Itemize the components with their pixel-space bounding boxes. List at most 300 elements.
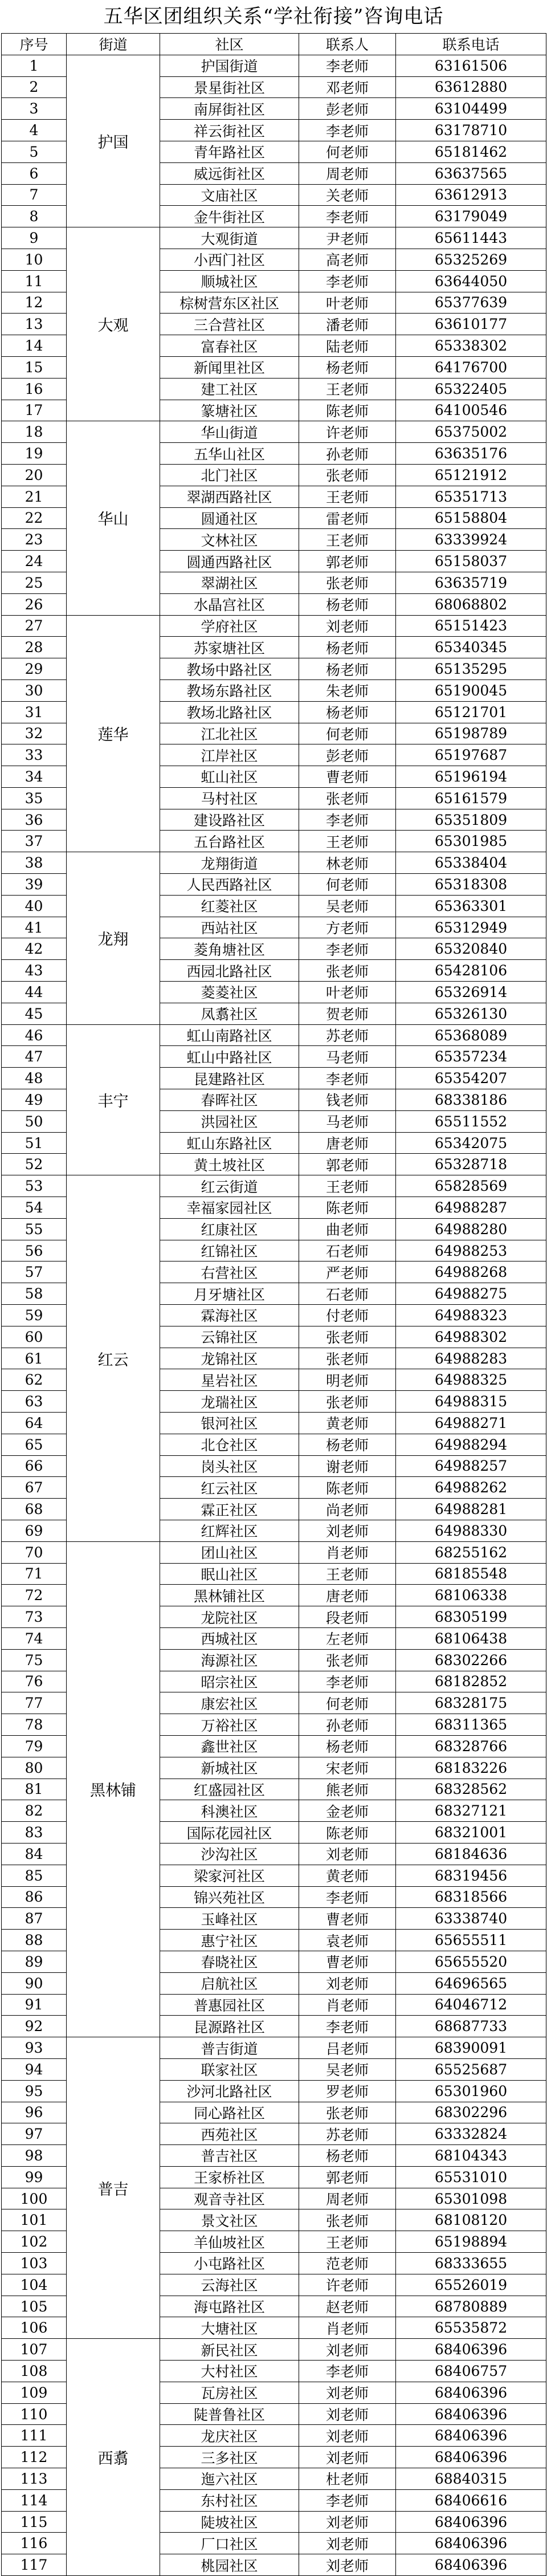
phone-cell: 65190045 [396, 679, 546, 701]
community-cell: 科澳社区 [160, 1800, 299, 1822]
row-index: 117 [2, 2554, 67, 2576]
phone-cell: 65368089 [396, 1024, 546, 1046]
contact-cell: 刘老师 [299, 2554, 396, 2576]
contact-cell: 陈老师 [299, 1822, 396, 1844]
phone-cell: 64696565 [396, 1972, 546, 1994]
contact-cell: 雷老师 [299, 507, 396, 529]
community-cell: 凤翥社区 [160, 1003, 299, 1024]
community-cell: 北仓社区 [160, 1434, 299, 1455]
community-cell: 普吉社区 [160, 2145, 299, 2167]
phone-cell: 64988253 [396, 1240, 546, 1261]
contact-cell: 许老师 [299, 2274, 396, 2296]
phone-cell: 64988268 [396, 1261, 546, 1283]
row-index: 46 [2, 1024, 67, 1046]
row-index: 115 [2, 2511, 67, 2533]
community-cell: 黑林铺社区 [160, 1585, 299, 1606]
phone-cell: 64988262 [396, 1477, 546, 1499]
phone-cell: 68328562 [396, 1779, 546, 1800]
row-index: 80 [2, 1757, 67, 1779]
community-cell: 云锦社区 [160, 1326, 299, 1348]
phone-cell: 68106438 [396, 1627, 546, 1649]
community-cell: 红云社区 [160, 1477, 299, 1499]
row-index: 52 [2, 1154, 67, 1175]
street-cell: 龙翔 [67, 852, 160, 1024]
header-contact: 联系人 [299, 34, 396, 55]
contact-cell: 李老师 [299, 1068, 396, 1089]
community-cell: 迤六社区 [160, 2468, 299, 2490]
phone-cell: 64100546 [396, 400, 546, 421]
phone-cell: 63610177 [396, 314, 546, 335]
community-cell: 沙河北路社区 [160, 2080, 299, 2102]
row-index: 96 [2, 2102, 67, 2123]
row-index: 83 [2, 1822, 67, 1844]
phone-cell: 64988281 [396, 1499, 546, 1520]
header-index: 序号 [2, 34, 67, 55]
contact-cell: 马老师 [299, 1110, 396, 1132]
contact-cell: 李老师 [299, 938, 396, 960]
contact-cell: 袁老师 [299, 1930, 396, 1951]
phone-cell: 63635719 [396, 572, 546, 593]
row-index: 40 [2, 895, 67, 917]
contact-cell: 杨老师 [299, 2145, 396, 2167]
contact-cell: 段老师 [299, 1606, 396, 1628]
phone-cell: 65301098 [396, 2188, 546, 2209]
phone-cell: 68182852 [396, 1671, 546, 1692]
phone-cell: 65531010 [396, 2166, 546, 2188]
phone-cell: 65158804 [396, 507, 546, 529]
community-cell: 右营社区 [160, 1261, 299, 1283]
table-row [2, 55, 546, 76]
contact-cell: 陆老师 [299, 335, 396, 357]
row-index: 101 [2, 2209, 67, 2231]
contact-cell: 林老师 [299, 852, 396, 874]
row-index: 99 [2, 2166, 67, 2188]
row-index: 93 [2, 2037, 67, 2059]
contact-cell: 曲老师 [299, 1218, 396, 1240]
community-cell: 陡普鲁社区 [160, 2403, 299, 2425]
community-cell: 大塘社区 [160, 2317, 299, 2339]
contact-cell: 杜老师 [299, 2468, 396, 2490]
row-index: 111 [2, 2425, 67, 2447]
row-index: 106 [2, 2317, 67, 2339]
row-index: 43 [2, 960, 67, 982]
contact-cell: 李老师 [299, 2361, 396, 2382]
contact-cell: 贺老师 [299, 1003, 396, 1024]
community-cell: 富春社区 [160, 335, 299, 357]
table-row [2, 2037, 546, 2059]
row-index: 113 [2, 2468, 67, 2490]
contact-cell: 罗老师 [299, 2080, 396, 2102]
contact-cell: 许老师 [299, 421, 396, 443]
community-cell: 西站社区 [160, 917, 299, 938]
community-cell: 红康社区 [160, 1218, 299, 1240]
phone-cell: 65151423 [396, 615, 546, 637]
row-index: 45 [2, 1003, 67, 1024]
community-cell: 华山街道 [160, 421, 299, 443]
phone-cell: 65351713 [396, 486, 546, 507]
community-cell: 顺城社区 [160, 270, 299, 292]
row-index: 25 [2, 572, 67, 593]
row-index: 35 [2, 787, 67, 809]
contact-cell: 李老师 [299, 809, 396, 831]
contact-cell: 郭老师 [299, 551, 396, 572]
row-index: 42 [2, 938, 67, 960]
row-index: 10 [2, 249, 67, 270]
row-index: 107 [2, 2339, 67, 2361]
street-cell: 丰宁 [67, 1024, 160, 1175]
community-cell: 圆通西路社区 [160, 551, 299, 572]
contact-cell: 宋老师 [299, 1757, 396, 1779]
row-index: 53 [2, 1175, 67, 1197]
row-index: 12 [2, 292, 67, 314]
phone-cell: 65340345 [396, 637, 546, 658]
row-index: 68 [2, 1499, 67, 1520]
row-index: 82 [2, 1800, 67, 1822]
row-index: 23 [2, 529, 67, 551]
phone-cell: 64988287 [396, 1197, 546, 1219]
phone-cell: 65377639 [396, 292, 546, 314]
phone-cell: 65338302 [396, 335, 546, 357]
contact-cell: 叶老师 [299, 982, 396, 1003]
header-community: 社区 [160, 34, 299, 55]
community-cell: 洪园社区 [160, 1110, 299, 1132]
contact-cell: 杨老师 [299, 1434, 396, 1455]
phone-cell: 68185548 [396, 1563, 546, 1585]
contact-cell: 王老师 [299, 529, 396, 551]
phone-cell: 65328718 [396, 1154, 546, 1175]
community-cell: 新闻里社区 [160, 356, 299, 378]
community-cell: 惠宁社区 [160, 1930, 299, 1951]
community-cell: 菱菱社区 [160, 982, 299, 1003]
contact-cell: 唐老师 [299, 1132, 396, 1154]
phone-cell: 68106338 [396, 1585, 546, 1606]
community-cell: 景星街社区 [160, 76, 299, 98]
contact-cell: 叶老师 [299, 292, 396, 314]
phone-cell: 65135295 [396, 658, 546, 680]
row-index: 8 [2, 206, 67, 227]
contact-cell: 左老师 [299, 1627, 396, 1649]
phone-cell: 68311365 [396, 1714, 546, 1736]
phone-cell: 65158037 [396, 551, 546, 572]
community-cell: 沙沟社区 [160, 1843, 299, 1865]
phone-cell: 68184636 [396, 1843, 546, 1865]
page-title: 五华区团组织关系“学社衔接”咨询电话 [103, 5, 444, 28]
phone-cell: 64176700 [396, 356, 546, 378]
contact-cell: 金老师 [299, 1800, 396, 1822]
contact-cell: 陈老师 [299, 1197, 396, 1219]
contact-cell: 唐老师 [299, 1585, 396, 1606]
contact-table [1, 33, 546, 2576]
contact-cell: 明老师 [299, 1369, 396, 1391]
row-index: 86 [2, 1886, 67, 1908]
phone-cell: 64988271 [396, 1413, 546, 1434]
community-cell: 棕树营东区社区 [160, 292, 299, 314]
row-index: 87 [2, 1908, 67, 1930]
phone-cell: 65655511 [396, 1930, 546, 1951]
row-index: 85 [2, 1865, 67, 1886]
contact-cell: 李老师 [299, 2016, 396, 2037]
phone-cell: 63644050 [396, 270, 546, 292]
community-cell: 龙瑞社区 [160, 1391, 299, 1413]
phone-cell: 68687733 [396, 2016, 546, 2037]
community-cell: 景文社区 [160, 2209, 299, 2231]
community-cell: 三合营社区 [160, 314, 299, 335]
community-cell: 岗头社区 [160, 1455, 299, 1477]
phone-cell: 65196194 [396, 766, 546, 788]
community-cell: 昆建路社区 [160, 1068, 299, 1089]
row-index: 13 [2, 314, 67, 335]
phone-cell: 68406616 [396, 2489, 546, 2511]
phone-cell: 65121912 [396, 464, 546, 486]
contact-cell: 王老师 [299, 378, 396, 400]
community-cell: 水晶宫社区 [160, 593, 299, 615]
community-cell: 普惠园社区 [160, 1994, 299, 2016]
community-cell: 霖海社区 [160, 1305, 299, 1326]
row-index: 33 [2, 744, 67, 766]
row-index: 1 [2, 55, 67, 76]
row-index: 4 [2, 120, 67, 141]
community-cell: 文林社区 [160, 529, 299, 551]
contact-cell: 石老师 [299, 1240, 396, 1261]
contact-cell: 邓老师 [299, 76, 396, 98]
contact-cell: 李老师 [299, 1671, 396, 1692]
community-cell: 五台路社区 [160, 831, 299, 852]
community-cell: 东村社区 [160, 2489, 299, 2511]
community-cell: 祥云街社区 [160, 120, 299, 141]
phone-cell: 64988275 [396, 1283, 546, 1305]
phone-cell: 68390091 [396, 2037, 546, 2059]
row-index: 9 [2, 227, 67, 249]
row-index: 95 [2, 2080, 67, 2102]
contact-cell: 肖老师 [299, 2317, 396, 2339]
community-cell: 龙翔街道 [160, 852, 299, 874]
contact-cell: 杨老师 [299, 658, 396, 680]
street-cell: 西翥 [67, 2339, 160, 2576]
contact-cell: 李老师 [299, 2489, 396, 2511]
contact-cell: 赵老师 [299, 2296, 396, 2317]
row-index: 61 [2, 1348, 67, 1369]
community-cell: 西城社区 [160, 1627, 299, 1649]
community-cell: 南屏街社区 [160, 98, 299, 120]
row-index: 59 [2, 1305, 67, 1326]
contact-cell: 刘老师 [299, 1843, 396, 1865]
contact-cell: 张老师 [299, 1326, 396, 1348]
table-row [2, 1024, 546, 1046]
row-index: 5 [2, 141, 67, 162]
community-cell: 羊仙坡社区 [160, 2231, 299, 2253]
community-cell: 文庙社区 [160, 184, 299, 206]
contact-cell: 刘老师 [299, 1972, 396, 1994]
row-index: 84 [2, 1843, 67, 1865]
community-cell: 春晓社区 [160, 1951, 299, 1972]
phone-cell: 64988280 [396, 1218, 546, 1240]
community-cell: 银河社区 [160, 1413, 299, 1434]
contact-cell: 刘老师 [299, 2533, 396, 2554]
street-cell: 大观 [67, 227, 160, 421]
phone-cell: 64988323 [396, 1305, 546, 1326]
community-cell: 护国街道 [160, 55, 299, 76]
row-index: 100 [2, 2188, 67, 2209]
table-row [2, 227, 546, 249]
phone-cell: 68302296 [396, 2102, 546, 2123]
contact-cell: 张老师 [299, 464, 396, 486]
phone-cell: 65326130 [396, 1003, 546, 1024]
phone-cell: 65161579 [396, 787, 546, 809]
contact-cell: 肖老师 [299, 1994, 396, 2016]
row-index: 97 [2, 2123, 67, 2145]
phone-cell: 68183226 [396, 1757, 546, 1779]
phone-cell: 68328766 [396, 1735, 546, 1757]
phone-cell: 64988294 [396, 1434, 546, 1455]
row-index: 60 [2, 1326, 67, 1348]
phone-cell: 65611443 [396, 227, 546, 249]
row-index: 7 [2, 184, 67, 206]
community-cell: 厂口社区 [160, 2533, 299, 2554]
contact-cell: 关老师 [299, 184, 396, 206]
contact-cell: 刘老师 [299, 1520, 396, 1541]
community-cell: 虹山南路社区 [160, 1024, 299, 1046]
community-cell: 红锦社区 [160, 1240, 299, 1261]
phone-cell: 68780889 [396, 2296, 546, 2317]
phone-cell: 68305199 [396, 1606, 546, 1628]
row-index: 19 [2, 443, 67, 465]
row-index: 26 [2, 593, 67, 615]
row-index: 66 [2, 1455, 67, 1477]
row-index: 30 [2, 679, 67, 701]
row-index: 41 [2, 917, 67, 938]
phone-cell: 63612913 [396, 184, 546, 206]
row-index: 34 [2, 766, 67, 788]
phone-cell: 65655520 [396, 1951, 546, 1972]
contact-cell: 严老师 [299, 1261, 396, 1283]
phone-cell: 65375002 [396, 421, 546, 443]
community-cell: 教场北路社区 [160, 701, 299, 723]
phone-cell: 65312949 [396, 917, 546, 938]
row-index: 11 [2, 270, 67, 292]
community-cell: 观音寺社区 [160, 2188, 299, 2209]
contact-cell: 尹老师 [299, 227, 396, 249]
community-cell: 龙院社区 [160, 1606, 299, 1628]
contact-cell: 何老师 [299, 1692, 396, 1714]
community-cell: 瓦房社区 [160, 2382, 299, 2403]
table-header-row [2, 34, 546, 55]
contact-cell: 何老师 [299, 723, 396, 744]
row-index: 71 [2, 1563, 67, 1585]
contact-cell: 谢老师 [299, 1455, 396, 1477]
row-index: 91 [2, 1994, 67, 2016]
contact-cell: 孙老师 [299, 443, 396, 465]
community-cell: 篆塘社区 [160, 400, 299, 421]
phone-cell: 65198894 [396, 2231, 546, 2253]
community-cell: 联家社区 [160, 2058, 299, 2080]
contact-cell: 张老师 [299, 572, 396, 593]
contact-cell: 黄老师 [299, 1413, 396, 1434]
contact-cell: 李老师 [299, 1886, 396, 1908]
contact-cell: 李老师 [299, 55, 396, 76]
phone-cell: 65198789 [396, 723, 546, 744]
row-index: 103 [2, 2253, 67, 2274]
phone-cell: 65354207 [396, 1068, 546, 1089]
row-index: 112 [2, 2447, 67, 2468]
street-cell: 莲华 [67, 615, 160, 852]
contact-cell: 苏老师 [299, 2123, 396, 2145]
street-cell: 华山 [67, 421, 160, 615]
community-cell: 马村社区 [160, 787, 299, 809]
row-index: 20 [2, 464, 67, 486]
row-index: 22 [2, 507, 67, 529]
community-cell: 团山社区 [160, 1541, 299, 1563]
header-street: 街道 [67, 34, 160, 55]
community-cell: 启航社区 [160, 1972, 299, 1994]
contact-cell: 方老师 [299, 917, 396, 938]
phone-cell: 68406396 [396, 2447, 546, 2468]
contact-cell: 高老师 [299, 249, 396, 270]
community-cell: 北门社区 [160, 464, 299, 486]
community-cell: 小西门社区 [160, 249, 299, 270]
phone-cell: 68840315 [396, 2468, 546, 2490]
phone-cell: 68108120 [396, 2209, 546, 2231]
contact-cell: 马老师 [299, 1046, 396, 1068]
contact-cell: 杨老师 [299, 637, 396, 658]
phone-cell: 63104499 [396, 98, 546, 120]
row-index: 64 [2, 1413, 67, 1434]
phone-cell: 63332824 [396, 2123, 546, 2145]
street-cell: 红云 [67, 1175, 160, 1542]
community-cell: 红云街道 [160, 1175, 299, 1197]
row-index: 37 [2, 831, 67, 852]
phone-cell: 65351809 [396, 809, 546, 831]
community-cell: 幸福家园社区 [160, 1197, 299, 1219]
phone-cell: 63612880 [396, 76, 546, 98]
community-cell: 红盛园社区 [160, 1779, 299, 1800]
table-row [2, 2339, 546, 2361]
contact-cell: 郭老师 [299, 2166, 396, 2188]
contact-cell: 张老师 [299, 1348, 396, 1369]
phone-cell: 63178710 [396, 120, 546, 141]
row-index: 74 [2, 1627, 67, 1649]
phone-cell: 65428106 [396, 960, 546, 982]
phone-cell: 68104343 [396, 2145, 546, 2167]
table-row [2, 852, 546, 874]
contact-cell: 张老师 [299, 1391, 396, 1413]
row-index: 57 [2, 1261, 67, 1283]
phone-cell: 65342075 [396, 1132, 546, 1154]
community-cell: 威远街社区 [160, 162, 299, 184]
community-cell: 红辉社区 [160, 1520, 299, 1541]
contact-cell: 潘老师 [299, 314, 396, 335]
contact-cell: 张老师 [299, 960, 396, 982]
community-cell: 康宏社区 [160, 1692, 299, 1714]
phone-cell: 68406396 [396, 2425, 546, 2447]
row-index: 54 [2, 1197, 67, 1219]
community-cell: 江岸社区 [160, 744, 299, 766]
contact-cell: 张老师 [299, 787, 396, 809]
contact-cell: 吴老师 [299, 2058, 396, 2080]
street-cell: 普吉 [67, 2037, 160, 2339]
phone-cell: 64988257 [396, 1455, 546, 1477]
community-cell: 虹山东路社区 [160, 1132, 299, 1154]
community-cell: 昭宗社区 [160, 1671, 299, 1692]
row-index: 75 [2, 1649, 67, 1671]
phone-cell: 65197687 [396, 744, 546, 766]
contact-cell: 吴老师 [299, 895, 396, 917]
community-cell: 建设路社区 [160, 809, 299, 831]
community-cell: 玉峰社区 [160, 1908, 299, 1930]
contact-cell: 陈老师 [299, 1477, 396, 1499]
phone-cell: 64988330 [396, 1520, 546, 1541]
phone-cell: 64988302 [396, 1326, 546, 1348]
phone-cell: 68338186 [396, 1089, 546, 1111]
